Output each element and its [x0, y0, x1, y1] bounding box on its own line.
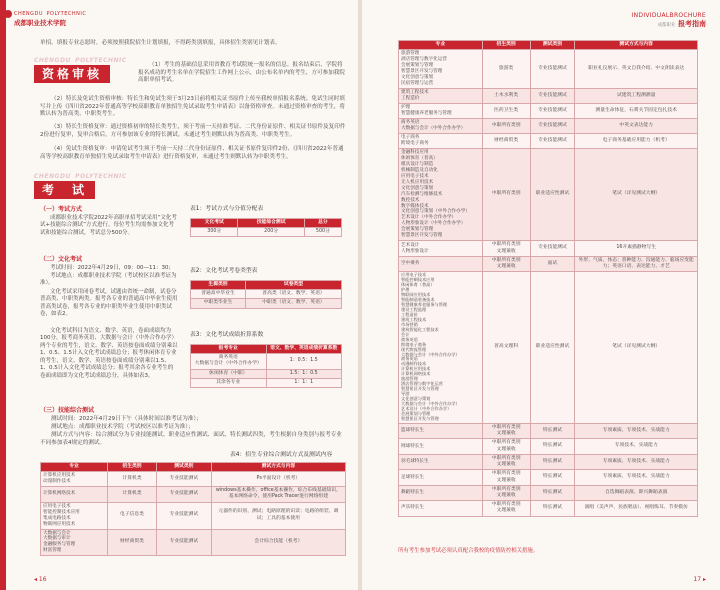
t4-cell: 计算机应用技术 动漫制作技术 [41, 472, 108, 487]
t4c-cell: 专业技能测试 [530, 103, 575, 118]
t4-cell: Ps平面设计（机考） [211, 472, 345, 487]
s3-time: 测试时间：2022年4月29日下午（具体时间以准考证为准）； [51, 416, 202, 422]
t3-cell: 1：1：1 [266, 378, 342, 387]
t4-cell: 电子信息类 [108, 502, 157, 529]
t4c-cell: 中职所有类别 文理兼收 [482, 256, 530, 271]
t4c-cell: 普高文理科 [482, 272, 530, 424]
t1-cell: 200分 [238, 228, 304, 237]
t4c-cell: 中职所有类别 文理兼收 [482, 501, 530, 516]
t2-header: 生源类别 [191, 281, 246, 290]
t4c-cell: 职业礼仪展示、英文自我介绍、中文朗读表达 [575, 50, 698, 89]
t4c-cell: 篮球特长生 [399, 423, 483, 438]
s3-place: 测试地点：成都职业技术学院（考试校区以准考证为准）； [51, 424, 194, 430]
qual-section-header [34, 52, 127, 83]
t4c-cell: 中职所有类别 文理兼收 [482, 241, 530, 256]
epidemic-note: 所有考生参加考试必须认真配合我校的疫情防控相关措施。 [398, 548, 539, 554]
t4c-cell: 足球特长生 [399, 470, 483, 485]
logo-cn: 成都职业技术学院 [14, 19, 66, 28]
t4c-cell: 声乐特长生 [399, 501, 483, 516]
t4c-cell: 专业技能测试 [530, 241, 575, 256]
t2-cell: 中职类毕业生 [191, 299, 246, 308]
left-red-bar [0, 0, 6, 590]
t4c-cell: 笔试（详见测试大纲） [575, 272, 698, 424]
t4c-cell: 舞蹈特长生 [399, 485, 483, 500]
s2-text: 文化考试采用闭卷考试，试题由省统一命制，试卷分普高类、中职类两类。报考各专业的普通高中毕业生使用普高类试卷，报考各专业的中职类毕业生使用中职类试卷，如表2。 [40, 289, 178, 318]
right-header [632, 12, 706, 30]
t4c-cell: 专项技术、实战能力 [575, 439, 698, 454]
s2-time: 考试时间：2022年4月29日，09：00—11：30； [50, 265, 174, 271]
t4c-cell: 旅游管理 酒店管理与数字化运营 会展策划与管理 智慧景区开发与管理 文化创意与策划 民宿管理与运营 [399, 50, 483, 89]
t4c-cell: 中职所有类别 文理兼收 [482, 485, 530, 500]
t4c-cell: 空中乘务 [399, 256, 483, 271]
brochure-en: INDIVIDUALBROCHURE [631, 12, 706, 19]
t4-cell: 专业技能测试 [156, 487, 211, 502]
t3-cell: 商务英语 大数据与会计（中外合作办学） [191, 354, 267, 369]
right-page-number: 17 ▸ [693, 575, 706, 583]
left-header [14, 8, 86, 34]
t4c-cell: 特长测试 [530, 439, 575, 454]
qual-p2: （2）特长及免试生资格审核：特长生和免试生须于3月23日前将相关证书原件上传至我校单招报名系统。免试生同时填写并上传《四川省2022年普通高等学校高职教育单独招生免试录取考生申请表》以备资格审查。未通过资格审查的考生，将默认转为普高类、中职类考生。 [40, 96, 346, 118]
qual-section-title: 资格审核 [34, 65, 110, 83]
t4c-header: 专业 [399, 41, 483, 50]
t4c-cell: 演唱（美声声、民族唱法）、视唱练耳、节奏模仿 [575, 501, 698, 516]
t4c-cell: 专项素质、专项技术、实战能力 [575, 454, 698, 469]
t3-header: 语文、数学、英语成绩折算系数 [266, 345, 342, 354]
exam-section-header [34, 168, 127, 199]
t4-cell: 计算机网络技术 [41, 487, 108, 502]
qual-section-en: CHENGDU POLYTECHNIC [34, 57, 127, 64]
exam-section-en: CHENGDU POLYTECHNIC [34, 173, 127, 180]
t4-cell: 专业技能测试 [156, 529, 211, 556]
t4c-cell: 笔试（详见测试大纲） [575, 148, 698, 241]
t4c-cell: 羽毛球特长生 [399, 454, 483, 469]
t4-caption: 表4：招生专业综合测试方式及测试内容 [230, 452, 333, 458]
t4-cell: 财经商贸类 [108, 529, 157, 556]
t2-caption: 表2：文化考试考卷类型表 [190, 268, 258, 274]
right-page [362, 0, 720, 590]
t1-cell: 300分 [191, 228, 238, 237]
t3-cell: 1：0.5：1.5 [266, 354, 342, 369]
t4c-cell: 电子商务基础应用能力（机考） [575, 133, 698, 148]
t1-caption: 表1：考试方式与分值分配表 [190, 206, 264, 212]
t4c-cell: 商务英语 大数据与会计（中外合作办学） [399, 118, 483, 133]
t4c-cell: 中职所有类别 [482, 118, 530, 133]
t3-cell: 其余各专业 [191, 378, 267, 387]
s3-title: （三）技能综合测试 [40, 407, 95, 414]
t3-header: 报考专业 [191, 345, 267, 354]
t4c-cell: 职业适应性测试 [530, 148, 575, 241]
t4-header: 专业 [41, 463, 108, 472]
table-4 [40, 462, 346, 556]
t4c-cell: 特长测试 [530, 485, 575, 500]
table-1 [190, 218, 342, 237]
t4c-cell: 特长测试 [530, 423, 575, 438]
s1-title: （一）考试方式 [40, 206, 83, 213]
t4-cell: windows基本操作，office基本操作，综合布线基础知识，基本网络命令，使用Pack Tracer进行网络组建 [211, 487, 345, 502]
s2-text2: 文化考试科目为语文、数学、英语，卷面成绩均为100分，报考商务英语、大数据与会计（中外合作办学）两个专业的考生，语文、数学、英语按卷面成绩分别乘以1、0.5、1.5计入文化考试成绩总分；报考休闲体育专业的考生，语文、数学、英语按卷面成绩分别乘以1.5、1、0.5计入文化考试成绩总分；报考其余各专业考生的卷面成绩即为文化考试成绩总分，具体如表3。 [40, 328, 178, 379]
t4c-cell: 中职所有类别 文理兼收 [482, 470, 530, 485]
t4c-cell: 旅游类 [482, 50, 530, 89]
t3-cell: 休闲体育（中职） [191, 369, 267, 378]
t4c-cell: 专项素质、专项技术、实战能力 [575, 423, 698, 438]
t1-header: 总分 [304, 219, 341, 228]
t4-cell: 应用电子技术 智能控制技术应用 集成电路技术 物联网应用技术 [41, 502, 108, 529]
qual-p4: （4）免试生资格复审：申请免试考生须于考前一天持二代身份证原件、相关证书原件复印件2份、《四川省2022年普通高等学校高职教育单独招生免试录取考生申请表》进行资格复审，未通过考生则默认转为中职类考生。 [40, 146, 344, 160]
qual-p1: （1）考生的基础信息采用省教育考试院统一报名的信息。报名结束后，学院将报名成功的考生名单在学院招生工作网上公示，由公布名单内的考生，方可参加我院高职单招考试。 [138, 62, 345, 84]
t4c-cell: 专业技能测试 [530, 118, 575, 133]
t4c-cell: 金融科技应用 休闲体育（普高） 模具设计与制造 机械制造及自动化 应用电子技术 无人机应用技术 文化创意与策划 汽车检测与维修技术 数控技术 数字媒体技术 文化创意与策划（中外合作办学） 艺术设计（中外合作办学） 人物形象设计（中外合作办学） 会展策划与管理 智慧景区开发与管理 [399, 148, 483, 241]
t4c-cell: 特长测试 [530, 501, 575, 516]
t4c-cell: 试建筑工程测测量 [575, 89, 698, 104]
t4c-cell: 网球特长生 [399, 439, 483, 454]
table-3 [190, 344, 342, 388]
t4c-cell: 特长测试 [530, 454, 575, 469]
t2-cell: 普通高中毕业生 [191, 290, 246, 299]
t4c-cell: 特长测试 [530, 470, 575, 485]
t1-header: 文化考试 [191, 219, 238, 228]
t4-cell: 元器件的识别、测试；电路原理的识读；电路的组装、调试；工具的基本使用 [211, 502, 345, 529]
t4-cell: 专业技能测试 [156, 472, 211, 487]
s1-text: 成都职业技术学院2022年高职单招考试采用“文化考试+技能综合测试”方式进行。每位考生均需参加文化考试和技能综合测试，考试总分500分。 [40, 215, 177, 236]
intro-text: 单招。填报专业志愿时，必须按照我院招生计划填报，不得跨类别填报，具体招生类别见计划表。 [40, 40, 281, 46]
t2-header: 试卷类型 [245, 281, 341, 290]
t4c-cell: 外形、气质、体态；普种能力、沟通能力、临场应变能力；英语口语、表达能力、才艺 [575, 256, 698, 271]
exam-section-title: 考 试 [34, 181, 95, 199]
t4-cell: 计算机类 [108, 487, 157, 502]
t2-cell: 普高类（语文、数学、英语） [245, 290, 341, 299]
s2-title: （二）文化考试 [40, 256, 83, 263]
logo-en: CHENGDU POLYTECHNIC [14, 11, 87, 17]
t4c-cell: 专业技能测试 [530, 89, 575, 104]
t4c-cell: 面试 [530, 256, 575, 271]
t4-header: 招生类别 [108, 463, 157, 472]
table-4-continued [398, 40, 698, 517]
t4c-cell: 16开素描静物写生 [575, 241, 698, 256]
brochure-cn: 成都职业 报考指南 [657, 20, 706, 29]
t4c-cell: 应用电子技术 智能控制技术应用 休闲体育（普高） 护理 物联网应用技术 智能制造装备技术 智慧健康养老服务与管理 建设工程监理 工程造价 建筑工程技术 市场营销 建筑智能化工程技术 会计 商务英语 跨境电子商务 现代物流管理 大数据与会计（中外合作办学） 商务英语 动漫制作技术 计算机应用技术 计算机网络技术 旅游管理 酒店管理与数字化运营 智慧景区开发与管理 导游 文化创意与策划 大数据与会计（中外合作办学） 艺术设计（中外合作办学） 会展策划与管理 智慧景区开发与管理 [399, 272, 483, 424]
left-page [0, 0, 358, 590]
t4c-cell: 中职所有类别 文理兼收 [482, 454, 530, 469]
t4c-cell: 专业技能测试 [530, 50, 575, 89]
t4c-cell: 中英文表达能力 [575, 118, 698, 133]
t4c-cell: 专项素质、专项技术、实战能力 [575, 470, 698, 485]
t1-header: 技能综合测试 [238, 219, 304, 228]
t4c-header: 招生类别 [482, 41, 530, 50]
t4c-header: 测试类别 [530, 41, 575, 50]
t4c-cell: 土木水利类 [482, 89, 530, 104]
t4c-cell: 财经商贸类 [482, 133, 530, 148]
s3-text: 测试方式与内容：综合测试分为专业技能测试、职业适应性测试、面试、特长测试四类，考生根据自身类别与报考专业不同参加表4规定的测试。 [40, 432, 342, 446]
t4-cell: 大数据与会计 大数据与审计 金融服务与管理 财富管理 [41, 529, 108, 556]
t4c-cell: 中职所有类别 [482, 148, 530, 241]
t4c-cell: 医药卫生类 [482, 103, 530, 118]
table-2 [190, 280, 342, 309]
t4c-cell: 中职所有类别 文理兼收 [482, 423, 530, 438]
t2-cell: 中职类（语文、数学、英语） [245, 299, 341, 308]
left-page-number: ◂ 16 [34, 575, 47, 583]
t4c-cell: 艺术设计 人物形象设计 [399, 241, 483, 256]
s2-place: 考试地点：成都职业技术学院（考试校区以准考证为准）。 [40, 273, 177, 287]
t4-cell: 专业技能测试 [156, 502, 211, 529]
qual-p3: （3）特长生资格复审：通过资格初审的特长类考生，须于考前一天持准考证、二代身份证原件、相关证书原件及复印件2份进行复审，复审合格后，方可参加该专业的特长测试。未通过考生则默认转为普高类、中职类考生。 [40, 124, 346, 138]
college-logo-icon [4, 10, 12, 18]
t4c-header: 测试方式与内容 [575, 41, 698, 50]
t4-header: 测试方式与内容 [211, 463, 345, 472]
t4c-cell: 自选舞蹈表演、即兴舞蹈表演 [575, 485, 698, 500]
t4-header: 测试类别 [156, 463, 211, 472]
t4c-cell: 专业技能测试 [530, 133, 575, 148]
t4c-cell: 电子商务 跨境电子商务 [399, 133, 483, 148]
t4-cell: 会计综合技能（机考） [211, 529, 345, 556]
t4c-cell: 中职所有类别 文理兼收 [482, 439, 530, 454]
t3-cell: 1.5：1：0.5 [266, 369, 342, 378]
t4-cell: 计算机类 [108, 472, 157, 487]
t4c-cell: 护理 智慧健康养老服务与管理 [399, 103, 483, 118]
t4c-cell: 测量生命体征，石膏关节固定包扎技术 [575, 103, 698, 118]
t1-cell: 500分 [304, 228, 341, 237]
t4c-cell: 建筑工程技术 工程造价 [399, 89, 483, 104]
t3-caption: 表3：文化考试成绩折算系数 [190, 332, 264, 338]
t4c-cell: 职业适应性测试 [530, 272, 575, 424]
